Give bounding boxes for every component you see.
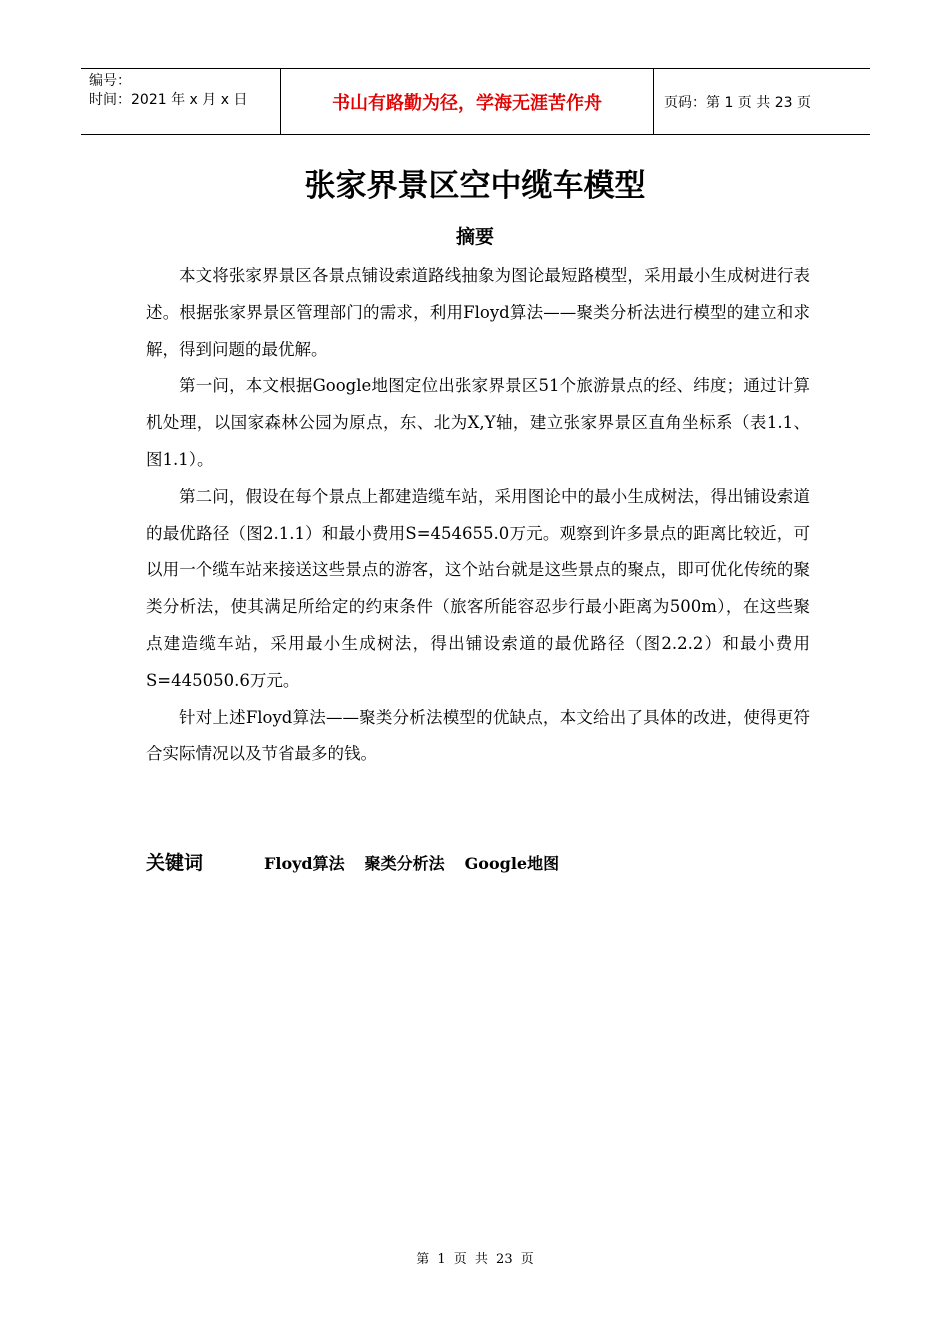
document-number: 编号： (89, 73, 131, 89)
keyword: 聚类分析法 (364, 854, 445, 873)
abstract-heading: 摘要 (455, 226, 494, 248)
abstract-paragraph: 第一问，本文根据Google地图定位出张家界景区51个旅游景点的经、纬度；通过计算机处理，以国家森林公园为原点，东、北为X,Y轴，建立张家界景区直角坐标系（表1.1、图1.1）。 (146, 376, 810, 469)
document-time: 时间：2021 年 x 月 x 日 (89, 92, 248, 108)
page-header (81, 68, 870, 135)
header-page-info: 页码：第 1 页 共 23 页 (664, 94, 811, 111)
abstract-paragraph: 第二问，假设在每个景点上都建造缆车站，采用图论中的最小生成树法，得出铺设索道的最优路径（图2.1.1）和最小费用S=454655.0万元。观察到许多景点的距离比较近，可以用一个缆车站来接送这些景点的游客，这个站台就是这些景点的聚点，即可优化传统的聚类分析法，使其满足所给定的约束条件（旅客所能容忍步行最小距离为500m），在这些聚点建造缆车站，采用最小生成树法，得出铺设索道的最优路径（图2.2.2）和最小费用S=445050.6万元。 (146, 486, 810, 690)
abstract-paragraph: 针对上述Floyd算法——聚类分析法模型的优缺点，本文给出了具体的改进，使得更符合实际情况以及节省最多的钱。 (146, 707, 810, 764)
header-motto: 书山有路勤为径，学海无涯苦作舟 (281, 69, 654, 134)
abstract-paragraph: 本文将张家界景区各景点铺设索道路线抽象为图论最短路模型，采用最小生成树进行表述。根据张家界景区管理部门的需求，利用Floyd算法——聚类分析法进行模型的建立和求解，得到问题的最优解。 (146, 266, 810, 359)
keyword: Floyd算法 (264, 854, 345, 873)
keywords-line (146, 848, 579, 875)
abstract-body (146, 258, 810, 773)
page-footer: 第 1 页 共 23 页 (416, 1252, 534, 1267)
keywords-label: 关键词 (146, 852, 204, 874)
document-title: 张家界景区空中缆车模型 (304, 168, 646, 204)
keyword: Google地图 (464, 854, 560, 873)
header-meta (81, 69, 281, 134)
